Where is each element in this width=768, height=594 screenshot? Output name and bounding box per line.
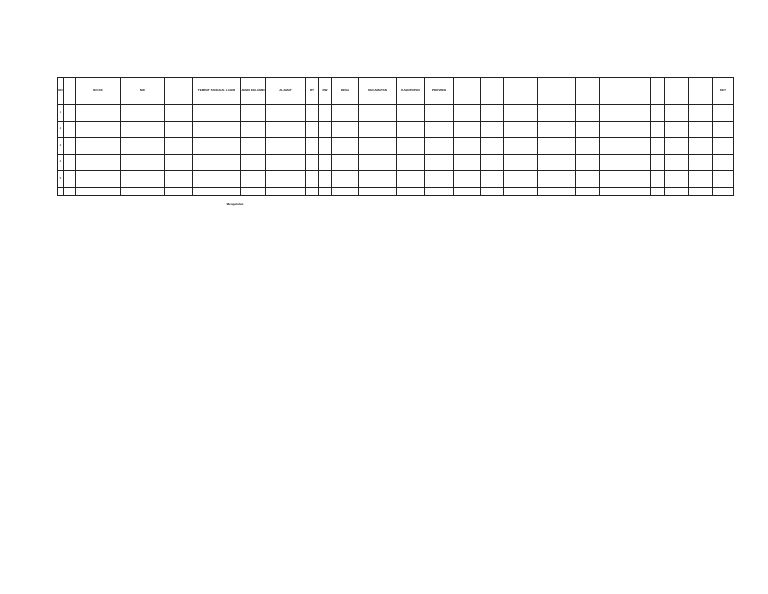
cell-desa <box>332 154 359 171</box>
cell-ttl <box>193 138 241 155</box>
cell-kelompok-rentan <box>454 138 481 155</box>
cell-tanggal-kunjungan <box>538 121 576 138</box>
cell-hubungan <box>504 138 538 155</box>
cell-kabupaten <box>397 138 425 155</box>
header-pekerjaan <box>600 78 651 105</box>
cell-kabupaten <box>397 121 425 138</box>
cell-kecamatan <box>359 105 397 122</box>
cell-nama <box>165 171 193 188</box>
header-kabupaten: KABUPATEN <box>397 78 425 105</box>
cell-hubungan <box>504 121 538 138</box>
cell-provinsi <box>425 171 454 188</box>
header-nik-kasus <box>64 78 76 105</box>
cell-nik <box>121 138 165 155</box>
cell-jk <box>241 171 266 188</box>
cell-jk <box>241 138 266 155</box>
cell-pengirim <box>665 138 689 155</box>
cell-alamat-pengirim <box>689 138 713 155</box>
header-rt: RT <box>306 78 319 105</box>
cell-rw <box>319 121 332 138</box>
cell-kk <box>76 121 121 138</box>
cell-alamat-pengirim <box>689 121 713 138</box>
cell-kelompok-rentan <box>454 154 481 171</box>
cell-nik-kasus <box>64 121 76 138</box>
cell-rt <box>306 121 319 138</box>
cell-nik-kasus <box>64 154 76 171</box>
header-provinsi: PROVINSI <box>425 78 454 105</box>
cell-nik <box>121 171 165 188</box>
cell-jenis-bantuan <box>651 121 665 138</box>
cell-no: 2 <box>58 121 64 138</box>
cell-pengirim <box>665 171 689 188</box>
cell-pengirim <box>665 121 689 138</box>
cell-no: 3 <box>58 138 64 155</box>
cell-ket <box>713 171 734 188</box>
cell-status <box>576 138 600 155</box>
cell-kabupaten <box>397 105 425 122</box>
cell-pekerjaan <box>600 121 651 138</box>
cell-rw <box>319 171 332 188</box>
cell-jk <box>241 154 266 171</box>
cell-ttl <box>193 154 241 171</box>
cell-status <box>576 171 600 188</box>
cell-no: 5 <box>58 171 64 188</box>
header-desa: DESA <box>332 78 359 105</box>
header-ttl: TEMPAT TANGGAL LAHIR <box>193 78 241 105</box>
cell-provinsi <box>425 138 454 155</box>
cell-nik <box>121 154 165 171</box>
cell-provinsi <box>425 154 454 171</box>
cell-rw <box>319 154 332 171</box>
cell-kk <box>76 154 121 171</box>
cell-provinsi <box>425 105 454 122</box>
cell-rt <box>306 138 319 155</box>
cell-kabupaten <box>397 154 425 171</box>
cell-ket <box>713 154 734 171</box>
cell-kk <box>76 171 121 188</box>
recipients-table <box>57 77 734 196</box>
header-status-pendampingan <box>576 78 600 105</box>
cell-rw <box>319 105 332 122</box>
header-ket: KET <box>713 78 734 105</box>
cell-alamat <box>266 171 306 188</box>
cell-kelompok-rentan <box>454 105 481 122</box>
cell-status <box>576 121 600 138</box>
cell-tanggal-kunjungan <box>538 138 576 155</box>
cell-jk <box>241 105 266 122</box>
cell-rw <box>319 138 332 155</box>
table-row <box>58 171 734 188</box>
cell-tanggal-ditemukan <box>481 171 504 188</box>
cell-rt <box>306 105 319 122</box>
cell-tanggal-kunjungan <box>538 105 576 122</box>
cell-nama <box>165 105 193 122</box>
header-jk: JENIS KELAMIN <box>241 78 266 105</box>
cell-nik <box>121 105 165 122</box>
cell-tanggal-ditemukan <box>481 138 504 155</box>
cell-jenis-bantuan <box>651 171 665 188</box>
cell-desa <box>332 138 359 155</box>
cell-rt <box>306 171 319 188</box>
cell-alamat <box>266 138 306 155</box>
header-kk: NO KK <box>76 78 121 105</box>
cell-no: 1 <box>58 105 64 122</box>
cell-ket <box>713 121 734 138</box>
cell-nik-kasus <box>64 138 76 155</box>
cell-alamat <box>266 154 306 171</box>
cell-nik <box>121 121 165 138</box>
header-hubungan <box>504 78 538 105</box>
cell-nama <box>165 121 193 138</box>
cell-desa <box>332 105 359 122</box>
cell-tanggal-ditemukan <box>481 105 504 122</box>
cell-provinsi <box>425 121 454 138</box>
table-row <box>58 105 734 122</box>
cell-tanggal-ditemukan <box>481 121 504 138</box>
cell-jenis-bantuan <box>651 138 665 155</box>
signature-block-left <box>190 202 280 207</box>
cell-kelompok-rentan <box>454 171 481 188</box>
header-nik: NIK <box>121 78 165 105</box>
header-tanggal-ditemukan <box>481 78 504 105</box>
cell-nik-kasus <box>64 105 76 122</box>
cell-kelompok-rentan <box>454 121 481 138</box>
header-rw: RW <box>319 78 332 105</box>
header-alamat: ALAMAT <box>266 78 306 105</box>
cell-kecamatan <box>359 121 397 138</box>
cell-pekerjaan <box>600 154 651 171</box>
cell-status <box>576 154 600 171</box>
cell-ttl <box>193 121 241 138</box>
cell-kk <box>76 138 121 155</box>
cell-ket <box>713 105 734 122</box>
cell-desa <box>332 171 359 188</box>
cell-ttl <box>193 105 241 122</box>
cell-alamat <box>266 105 306 122</box>
header-pengirim <box>665 78 689 105</box>
header-jenis-bantuan <box>651 78 665 105</box>
cell-tanggal-ditemukan <box>481 154 504 171</box>
cell-alamat-pengirim <box>689 105 713 122</box>
table-row-empty <box>58 187 734 195</box>
cell-alamat-pengirim <box>689 154 713 171</box>
cell-desa <box>332 121 359 138</box>
cell-rt <box>306 154 319 171</box>
table-row <box>58 121 734 138</box>
cell-jk <box>241 121 266 138</box>
cell-ket <box>713 138 734 155</box>
cell-kabupaten <box>397 171 425 188</box>
table-row <box>58 154 734 171</box>
cell-no: 4 <box>58 154 64 171</box>
header-tanggal-kunjungan <box>538 78 576 105</box>
cell-nama <box>165 138 193 155</box>
cell-nama <box>165 154 193 171</box>
cell-hubungan <box>504 171 538 188</box>
cell-pengirim <box>665 154 689 171</box>
cell-hubungan <box>504 105 538 122</box>
cell-tanggal-kunjungan <box>538 171 576 188</box>
cell-pekerjaan <box>600 171 651 188</box>
cell-kecamatan <box>359 138 397 155</box>
cell-kecamatan <box>359 171 397 188</box>
cell-hubungan <box>504 154 538 171</box>
cell-nik-kasus <box>64 171 76 188</box>
header-kelompok-rentan <box>454 78 481 105</box>
header-nama <box>165 78 193 105</box>
cell-pengirim <box>665 105 689 122</box>
cell-jenis-bantuan <box>651 105 665 122</box>
table-row <box>58 138 734 155</box>
cell-status <box>576 105 600 122</box>
cell-alamat <box>266 121 306 138</box>
header-alamat-pengirim <box>689 78 713 105</box>
signature-left-line-1: Mengetahui <box>226 202 244 206</box>
cell-jenis-bantuan <box>651 154 665 171</box>
header-no: NO <box>58 78 64 105</box>
cell-kk <box>76 105 121 122</box>
cell-ttl <box>193 171 241 188</box>
table-header-row <box>58 78 734 105</box>
cell-pekerjaan <box>600 105 651 122</box>
cell-kecamatan <box>359 154 397 171</box>
cell-alamat-pengirim <box>689 171 713 188</box>
header-kecamatan: KECAMATAN <box>359 78 397 105</box>
cell-tanggal-kunjungan <box>538 154 576 171</box>
cell-pekerjaan <box>600 138 651 155</box>
